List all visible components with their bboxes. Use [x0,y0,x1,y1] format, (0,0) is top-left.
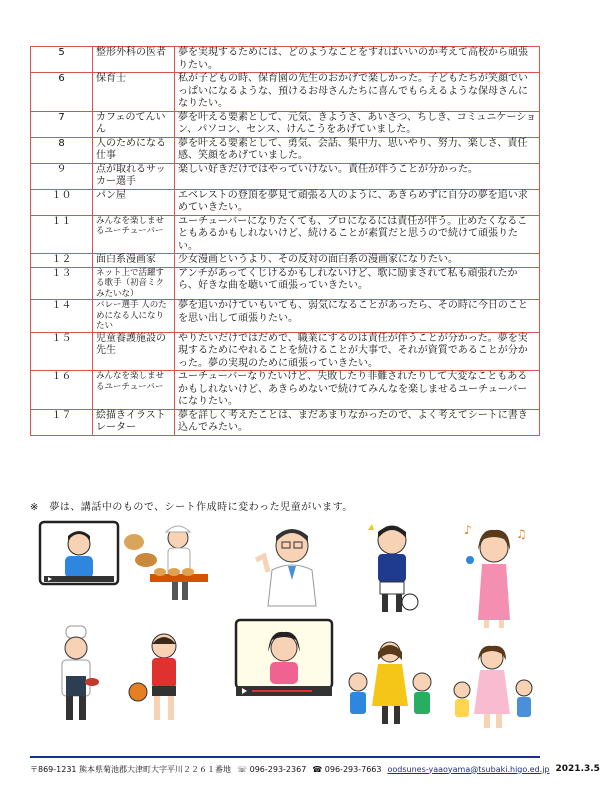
row-number: ９ [31,163,93,189]
row-number: １６ [31,371,93,410]
row-reflection: 夢を詳しく考えたことは、まだあまりなかったので、よく考えてシートに書き込んでみたい。 [175,409,540,435]
svg-text:♫: ♫ [516,527,527,541]
row-number: １０ [31,189,93,215]
table-row [31,409,540,435]
row-dream-job: みんなを楽しませるユーチューバー [93,371,175,410]
row-dream-job: みんなを楽しませるユーチューバー [93,215,175,254]
footer-date: 2021.3.5 [555,764,600,774]
doctor-illustration [250,520,330,606]
chef-illustration [52,626,100,722]
dream-table [30,46,540,436]
row-reflection: ユーチューバーになりたくても、プロになるには責任が伴う。止めたくなることもあるかもしれないけど、続けることが素質だと思うので続けて頑張りたい。 [175,215,540,254]
row-reflection: ユーチューバーなりたいけど、失敗したり非難されたりして大変なこともあるかもしれないけど、あきらめないで続けてみんなを楽しませるユーチューバーになりたい。 [175,371,540,410]
footer-email-link[interactable]: oodsunes-yaaoyama@tsubaki.higo.ed.jp [387,764,550,774]
row-dream-job: パン屋 [93,189,175,215]
table-row [31,111,540,137]
row-number: 6 [31,73,93,112]
row-dream-job: ネット上で活躍する歌手（初音ミクみたいな） [93,267,175,300]
row-dream-job: 面白系漫画家 [93,254,175,268]
row-dream-job: 人のためになる仕事 [93,137,175,163]
row-number: １３ [31,267,93,300]
teacher-with-children-illustration [344,640,436,726]
footer-rule [30,756,540,758]
table-row [31,267,540,300]
online-streamer-illustration [234,618,334,698]
table-row [31,332,540,371]
row-dream-job: 児童養護施設の先生 [93,332,175,371]
row-dream-job: 保育士 [93,73,175,112]
row-number: １４ [31,300,93,333]
row-number: １５ [31,332,93,371]
footer-address: 〒869-1231 熊本県菊池郡大津町大字平川２２６１番地 [30,764,232,774]
footer [30,762,600,776]
row-reflection: 私が子どもの時、保育園の先生のおかげで楽しかった。子どもたちが笑顔でいっぱいになるような、預けるお母さんたちに喜んでもらえるような保母さんになりたい。 [175,73,540,112]
soccer-player-illustration [360,522,424,614]
row-number: 8 [31,137,93,163]
footer-tel: ☏ 096-293-2367 [237,764,307,774]
row-reflection: 楽しい好きだけではやっていけない。責任が伴うことが分かった。 [175,163,540,189]
table-row [31,47,540,73]
table-row [31,73,540,112]
row-reflection: 夢を追いかけていもいても、弱気になることがあったら、その時に今日のことを思い出して頑張りたい。 [175,300,540,333]
table-row [31,371,540,410]
row-reflection: アンチがあってくじけるかもしれないけど、歌に励まされて私も頑張れたから、好きな曲を聴いて頑張っていきたい。 [175,267,540,300]
table-row [31,254,540,268]
row-number: １２ [31,254,93,268]
row-dream-job: カフェのてんいん [93,111,175,137]
row-reflection: やりたいだけではだめで、職業にするのは責任が伴うことが分かった。夢を実現するためにやれることを続けることが大事で、それが資質であることが分かった。夢の実現のために頑張っていきたい。 [175,332,540,371]
row-dream-job: 絵描きイラストレーター [93,409,175,435]
row-number: １１ [31,215,93,254]
row-dream-job: バレー選手 人のためになる人になりたい [93,300,175,333]
mother-with-children-illustration [450,644,536,728]
row-reflection: 夢を実現するためには、どのようなことをすればいいのか考えて高校から頑張りたい。 [175,47,540,73]
table-row [31,189,540,215]
youtuber-boy-illustration [38,520,120,586]
row-reflection: エベレストの登頂を夢見て頑張る人のように、あきらめずに自分の夢を追い求めていきたい。 [175,189,540,215]
row-reflection: 少女漫画というより、その反対の面白系の漫画家になりたい。 [175,254,540,268]
row-number: 5 [31,47,93,73]
volleyball-player-illustration [128,628,194,722]
table-row [31,163,540,189]
table-row [31,300,540,333]
row-number: １７ [31,409,93,435]
singer-illustration [458,520,532,628]
row-reflection: 夢を叶える要素として、勇気、会話、集中力、思いやり、努力、楽しさ、責任感、笑顔をあげていました。 [175,137,540,163]
table-row [31,137,540,163]
row-reflection: 夢を叶える要素として、元気、きようさ、あいさつ、ちしき、コミュニケーション、パソコン、センス、けんこうをあげていました。 [175,111,540,137]
footer-fax: ☎ 096-293-7663 [312,764,382,774]
table-row [31,215,540,254]
footnote: ※ 夢は、講話中のもので、シート作成時に変わった児童がいます。 [30,502,353,513]
baker-illustration [120,520,212,606]
row-dream-job: 点が取れるサッカー選手 [93,163,175,189]
svg-text:♪: ♪ [464,523,472,537]
row-dream-job: 整形外科の医者 [93,47,175,73]
row-number: 7 [31,111,93,137]
